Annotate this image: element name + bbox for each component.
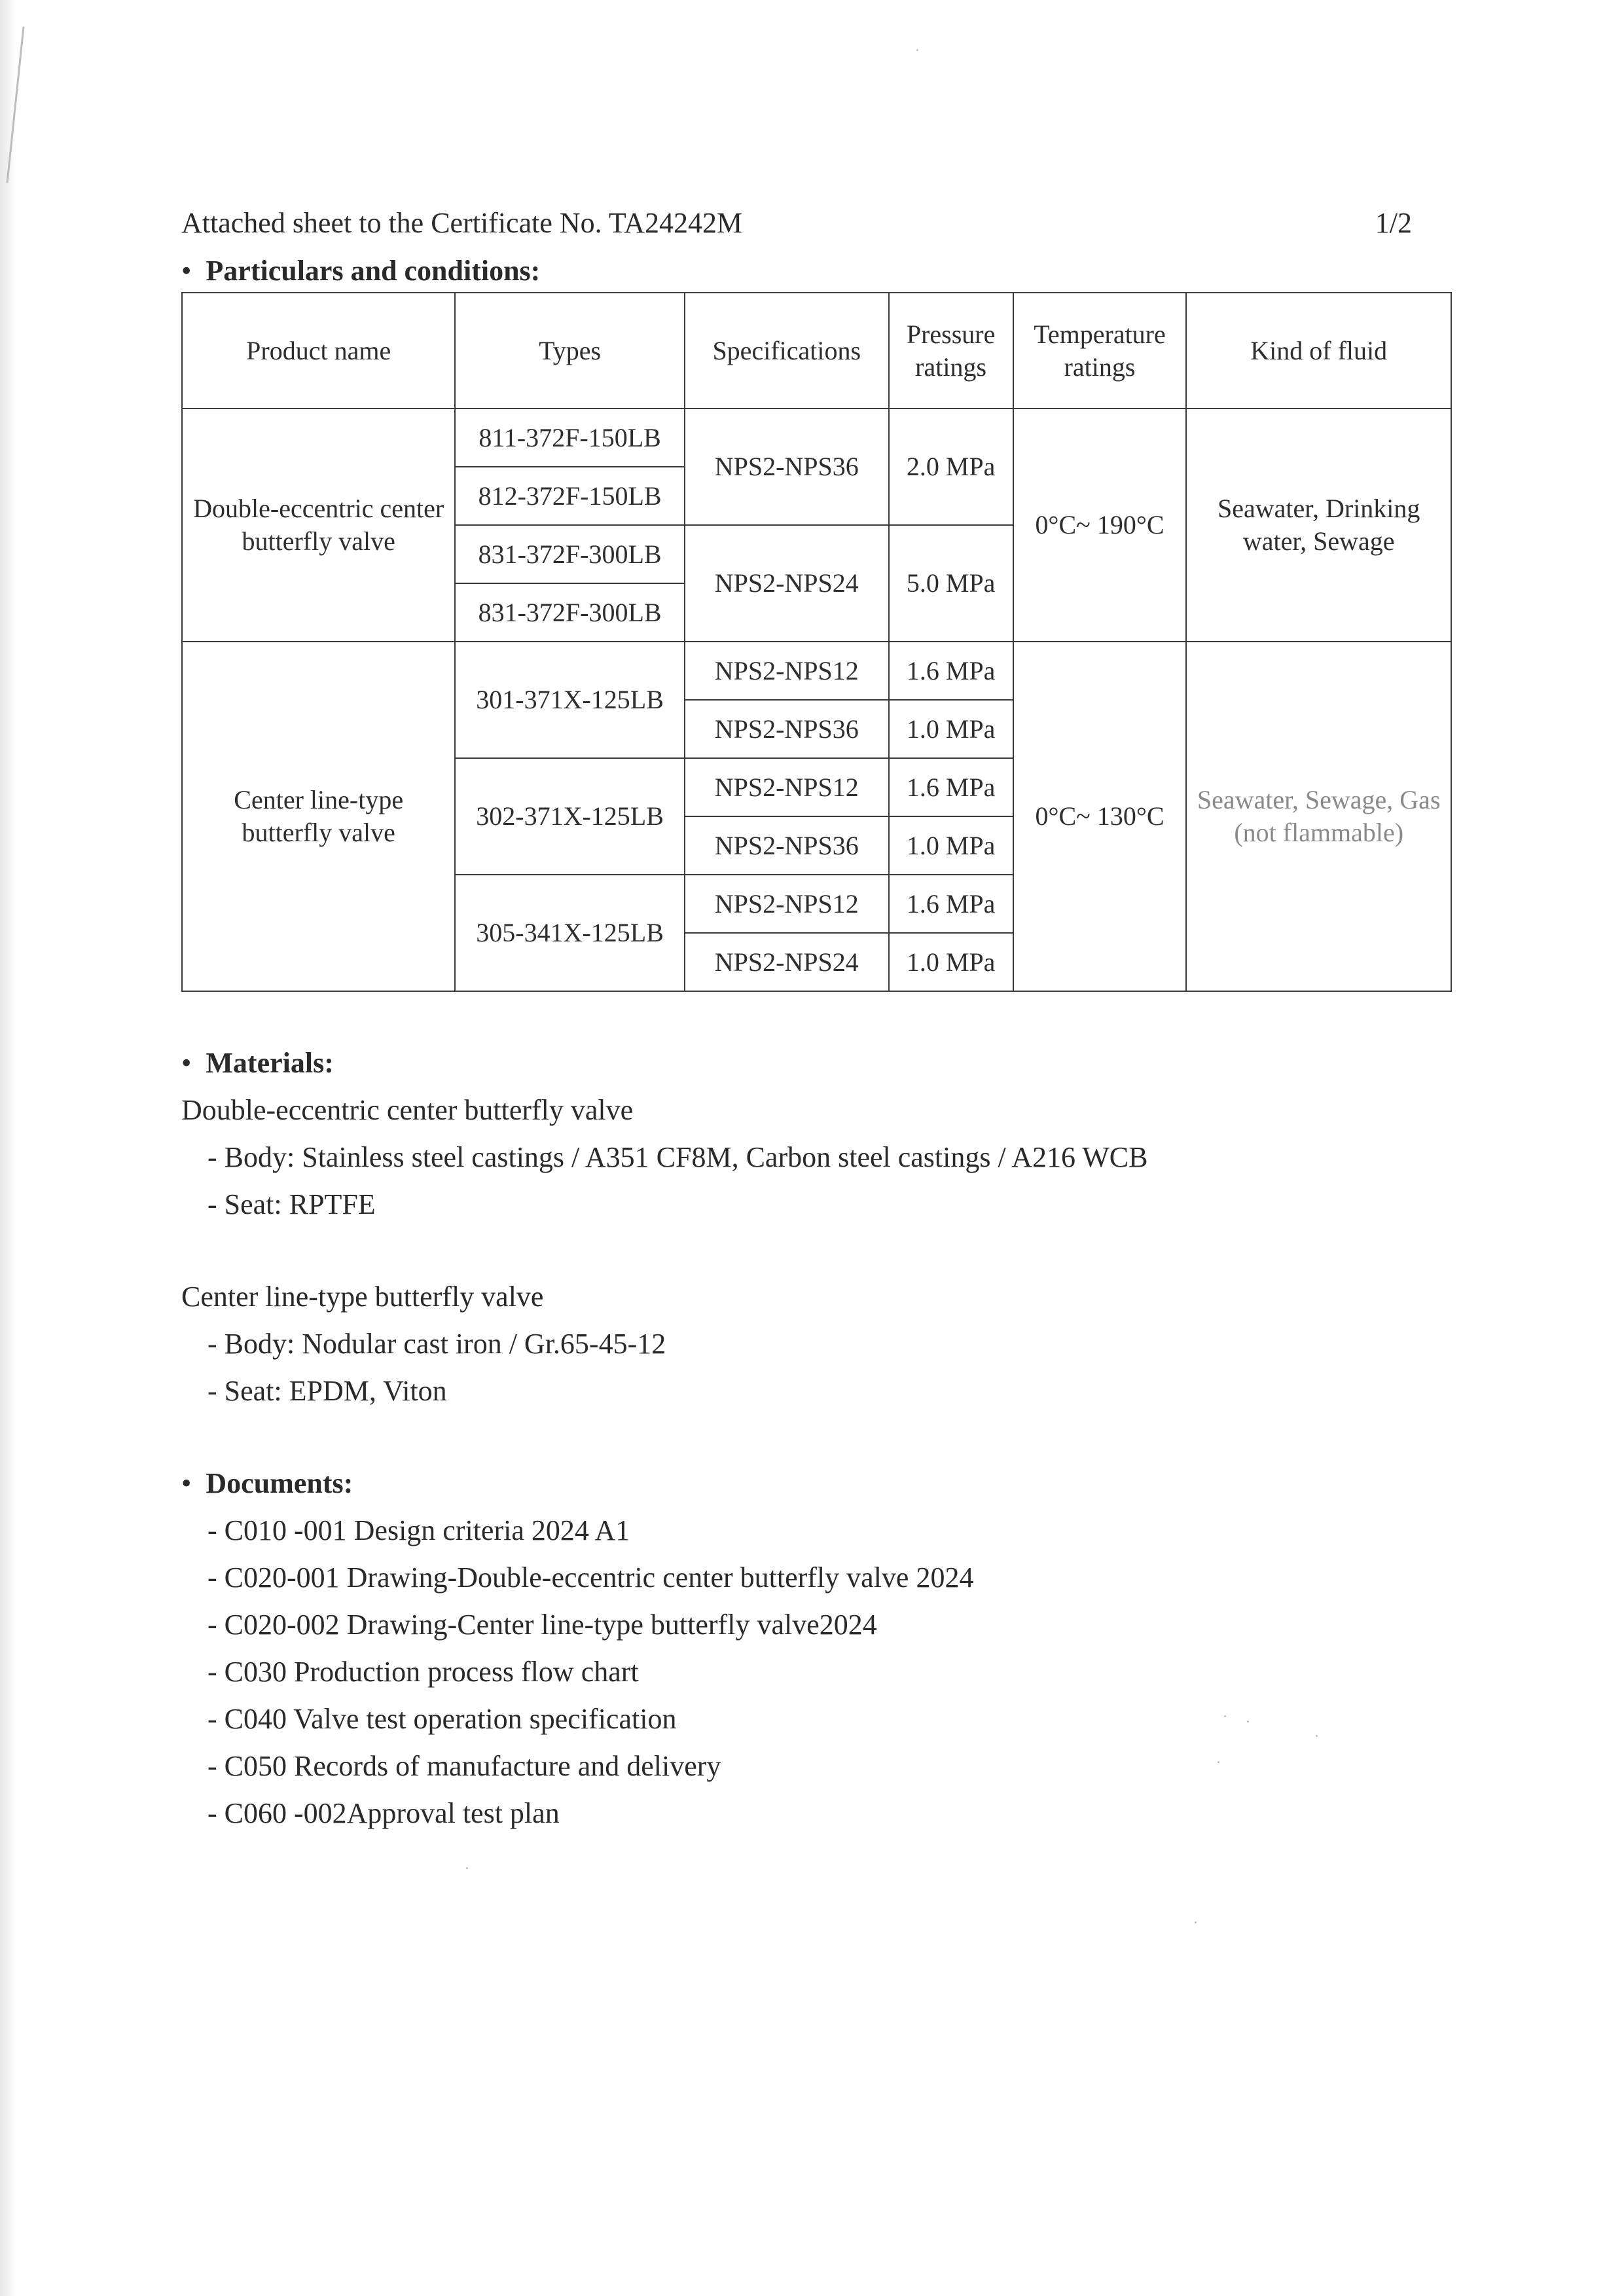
documents-heading	[181, 1467, 353, 1500]
document-item: - C030 Production process flow chart	[208, 1656, 639, 1688]
materials-item: - Body: Nodular cast iron / Gr.65-45-12	[208, 1328, 666, 1360]
column-header: Kind of fluid	[1186, 293, 1451, 409]
document-item: - C020-001 Drawing-Double-eccentric center butterfly valve 2024	[208, 1561, 974, 1594]
certificate-header	[181, 206, 1412, 246]
pressure-cell: 1.6 MPa	[889, 875, 1013, 933]
fluid-cell: Seawater, Drinking water, Sewage	[1186, 409, 1451, 642]
documents-heading-text: Documents:	[206, 1467, 353, 1499]
document-item: - C050 Records of manufacture and delivery	[208, 1750, 721, 1782]
bullet-icon: •	[181, 1047, 192, 1079]
bullet-icon: •	[181, 1467, 192, 1499]
scan-speck	[916, 49, 918, 51]
spec-cell: NPS2-NPS24	[685, 525, 889, 642]
pressure-cell: 1.6 MPa	[889, 642, 1013, 700]
table-row	[182, 642, 1451, 700]
spec-cell: NPS2-NPS36	[685, 816, 889, 875]
table-header-row	[182, 293, 1451, 409]
product-name-cell: Center line-type butterfly valve	[182, 642, 455, 991]
pressure-cell: 2.0 MPa	[889, 409, 1013, 525]
table-row	[182, 409, 1451, 467]
column-header: Specifications	[685, 293, 889, 409]
type-cell: 301-371X-125LB	[455, 642, 684, 758]
type-cell: 812-372F-150LB	[455, 467, 684, 525]
scan-speck	[1218, 1761, 1219, 1763]
pressure-cell: 1.0 MPa	[889, 816, 1013, 875]
scan-speck	[1247, 1721, 1249, 1722]
temperature-cell: 0°C~ 130°C	[1013, 642, 1187, 991]
column-header: Product name	[182, 293, 455, 409]
spec-cell: NPS2-NPS24	[685, 933, 889, 991]
spec-cell: NPS2-NPS36	[685, 409, 889, 525]
materials-group-title: Center line-type butterfly valve	[181, 1281, 544, 1313]
document-item: - C020-002 Drawing-Center line-type butterfly valve2024	[208, 1609, 877, 1641]
document-item: - C040 Valve test operation specification	[208, 1703, 677, 1735]
product-name-cell: Double-eccentric center butterfly valve	[182, 409, 455, 642]
certificate-title: Attached sheet to the Certificate No. TA24242M	[181, 207, 743, 239]
materials-heading-text: Materials:	[206, 1047, 334, 1079]
particulars-heading	[181, 254, 540, 287]
column-header: Types	[455, 293, 684, 409]
document-item: - C010 -001 Design criteria 2024 A1	[208, 1514, 630, 1546]
column-header: Temperature ratings	[1013, 293, 1187, 409]
pressure-cell: 1.0 MPa	[889, 933, 1013, 991]
bullet-icon: •	[181, 255, 192, 287]
pressure-cell: 5.0 MPa	[889, 525, 1013, 642]
scan-page-edge	[0, 0, 17, 2296]
materials-item: - Seat: RPTFE	[208, 1188, 376, 1220]
type-cell: 831-372F-300LB	[455, 583, 684, 642]
materials-group-title: Double-eccentric center butterfly valve	[181, 1094, 634, 1126]
scan-speck	[1195, 1922, 1197, 1923]
type-cell: 811-372F-150LB	[455, 409, 684, 467]
pressure-cell: 1.6 MPa	[889, 758, 1013, 816]
type-cell: 831-372F-300LB	[455, 525, 684, 583]
spec-cell: NPS2-NPS12	[685, 642, 889, 700]
spec-cell: NPS2-NPS12	[685, 758, 889, 816]
scan-speck	[466, 1867, 468, 1869]
materials-heading	[181, 1046, 334, 1080]
scan-speck	[1224, 1715, 1226, 1717]
type-cell: 302-371X-125LB	[455, 758, 684, 875]
particulars-heading-text: Particulars and conditions:	[206, 255, 541, 287]
pressure-cell: 1.0 MPa	[889, 700, 1013, 758]
materials-item: - Seat: EPDM, Viton	[208, 1375, 447, 1407]
scan-speck	[1316, 1735, 1318, 1737]
fluid-cell: Seawater, Sewage, Gas (not flammable)	[1186, 642, 1451, 991]
column-header: Pressure ratings	[889, 293, 1013, 409]
spec-cell: NPS2-NPS36	[685, 700, 889, 758]
materials-item: - Body: Stainless steel castings / A351 CF8M, Carbon steel castings / A216 WCB	[208, 1141, 1148, 1173]
temperature-cell: 0°C~ 190°C	[1013, 409, 1187, 642]
particulars-table	[181, 292, 1452, 992]
document-item: - C060 -002Approval test plan	[208, 1797, 560, 1829]
spec-cell: NPS2-NPS12	[685, 875, 889, 933]
page-number: 1/2	[1375, 207, 1412, 239]
type-cell: 305-341X-125LB	[455, 875, 684, 991]
